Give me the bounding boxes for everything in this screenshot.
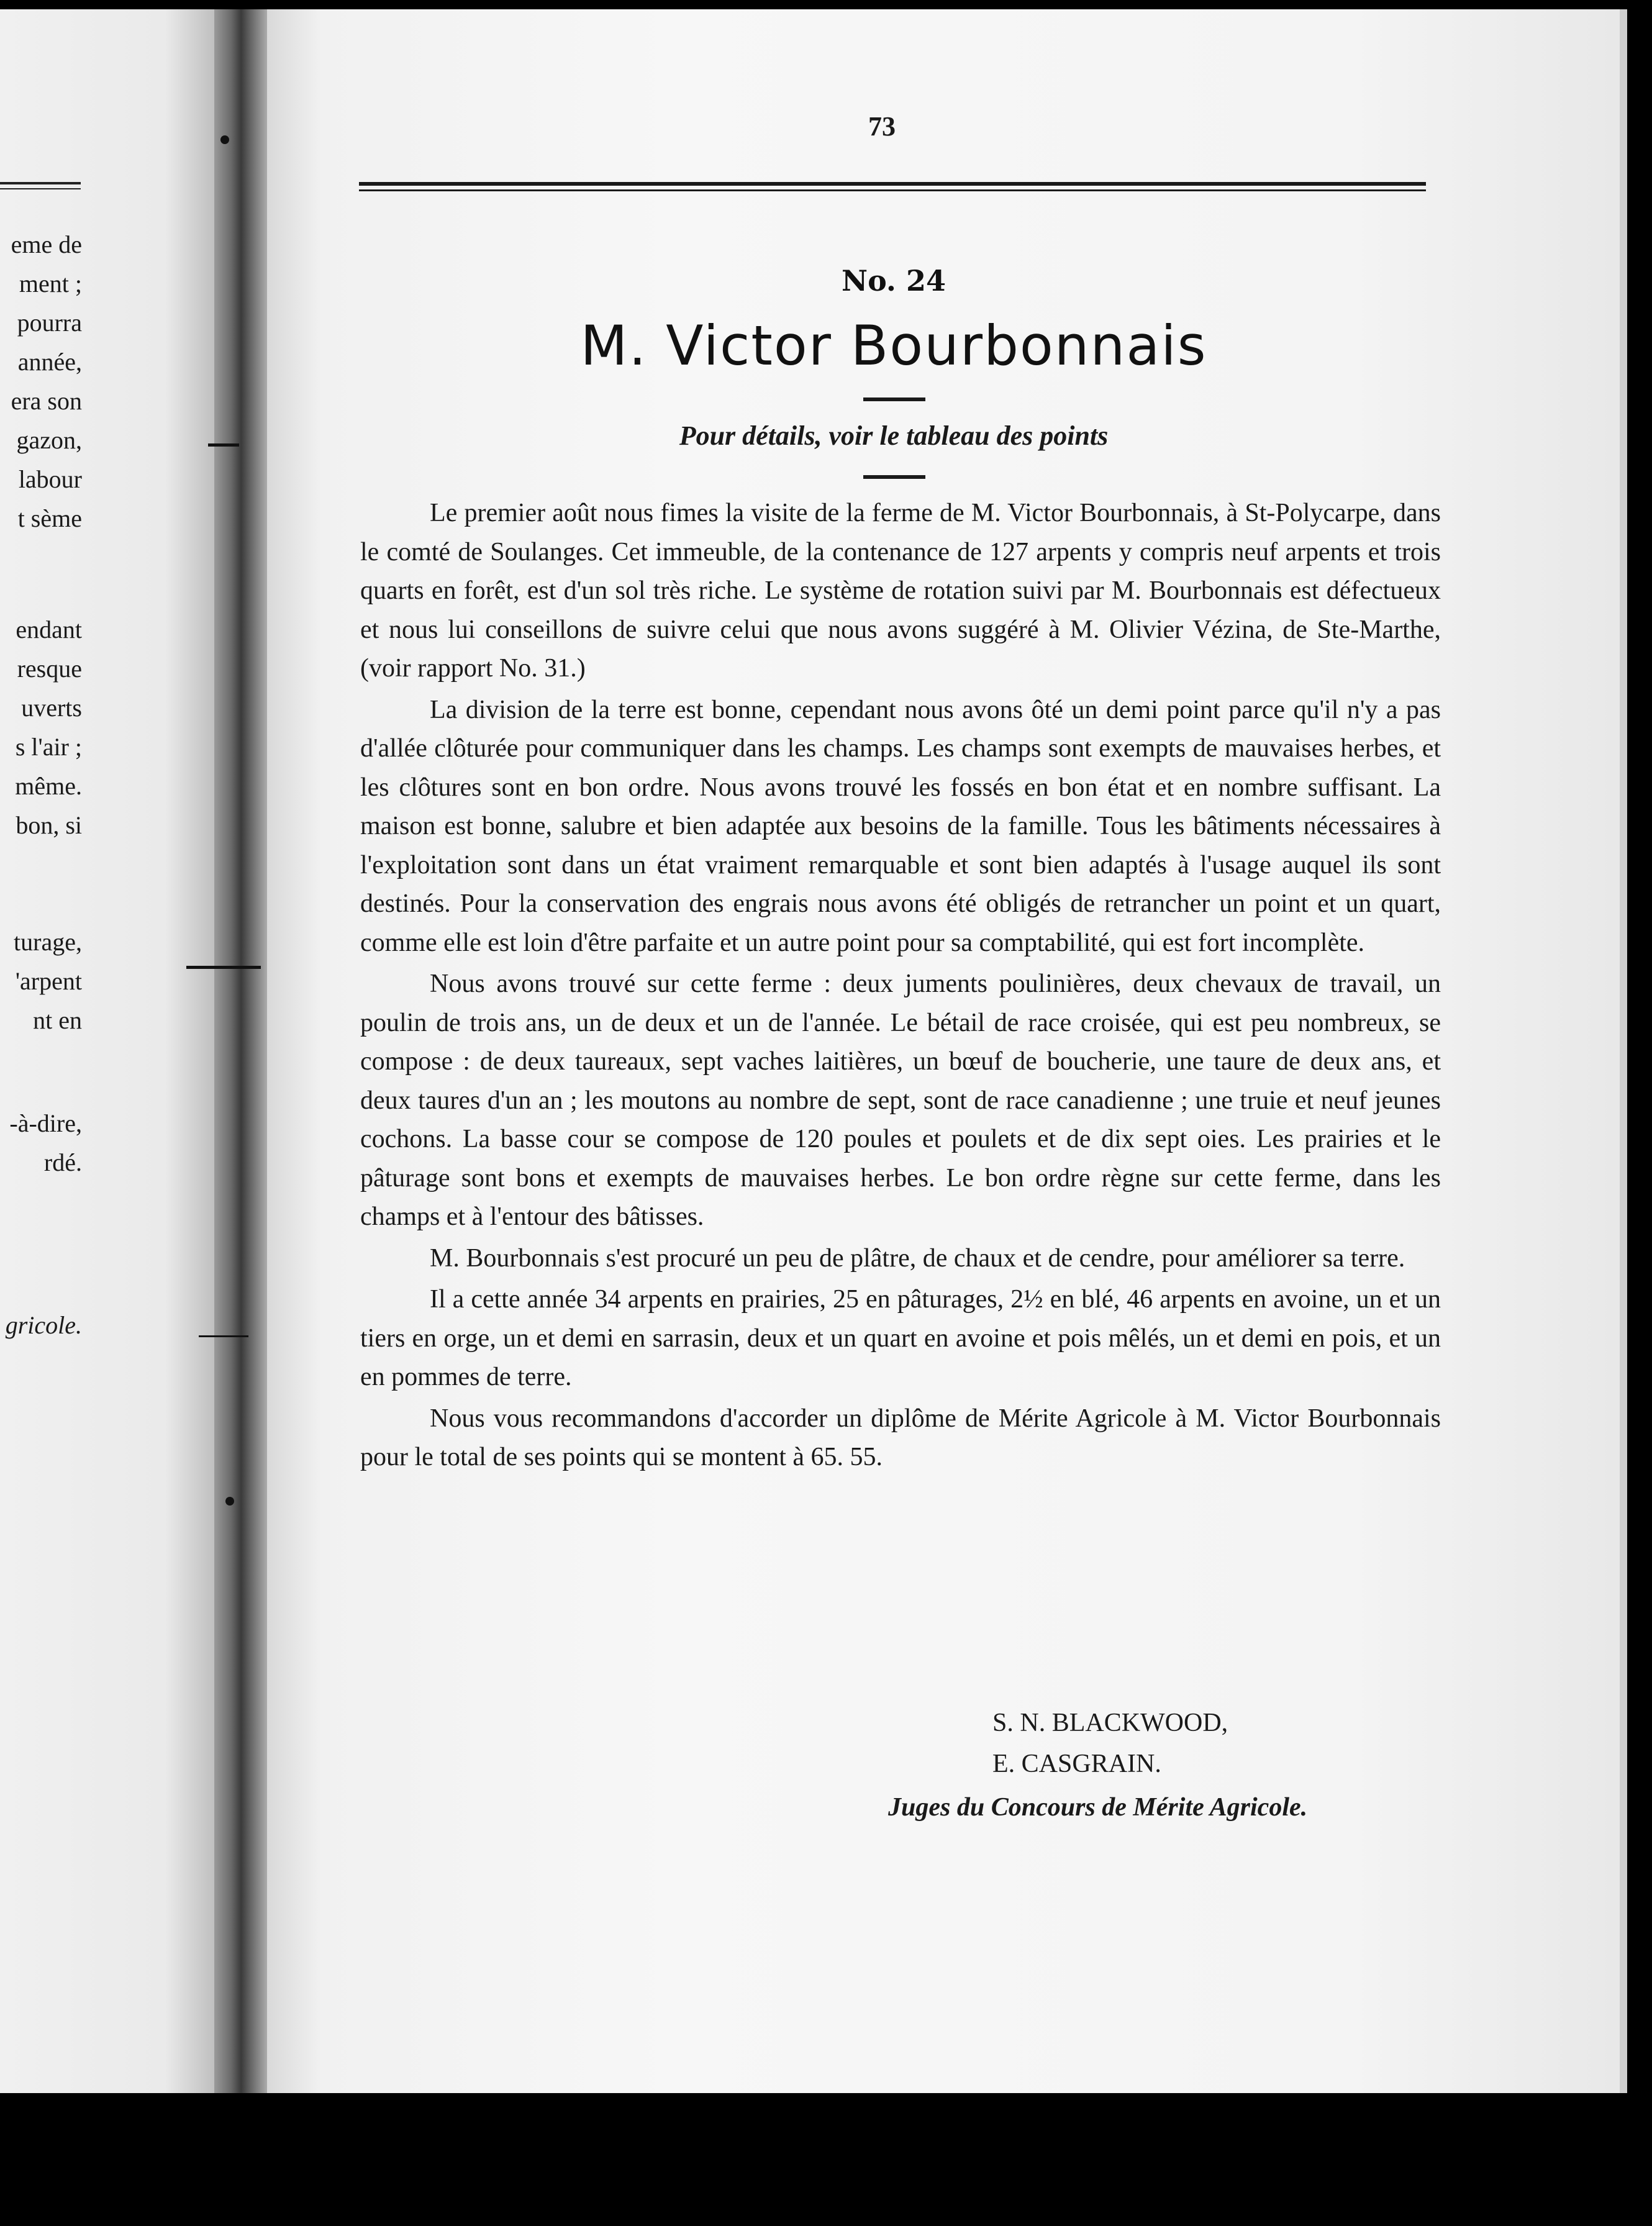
left-fragment: resque [17,655,82,683]
paragraph: Nous avons trouvé sur cette ferme : deux juments poulinières, deux chevaux de travail, un poulin de trois ans, un de deux et un de l'année. Le bétail de race croisée, qui est peu nombreux, se compose : de deux taureaux, sept vaches laitières, un bœuf de boucherie, une taure de deux ans, et deux taures d'un an ; les moutons au nombre de sept, sont de race canadienne ; une truie et neuf jeunes cochons. La basse cour se compose de 120 poules et poulets et de dix sept oies. Les prairies et le pâturage sont bons et exempts de mauvaises herbes. Le bon ordre règne sur cette ferme, dans les champs et à l'entour des bâtisses. [360,970,1441,1231]
left-fragment: ment ; [19,270,82,298]
left-fragment: era son [11,387,82,415]
paragraph: M. Bourbonnais s'est procuré un peu de plâtre, de chaux et de cendre, pour améliorer sa terre. [430,1243,1405,1273]
left-fragment: -à-dire, [9,1109,82,1137]
left-fragment: même. [15,772,82,800]
binding-stitch-mark [199,1335,248,1337]
left-fragment: rdé. [43,1148,82,1176]
signatory-name: E. CASGRAIN. [992,1750,1161,1778]
left-fragment: gazon, [16,426,82,454]
binding-stitch-mark [220,135,229,144]
signatory-name: S. N. BLACKWOOD, [992,1709,1228,1737]
header-rule-thin [359,189,1426,191]
left-fragment: endant [16,616,82,643]
paragraph: Nous vous recommandons d'accorder un diplôme de Mérite Agricole à M. Victor Bourbonnais pour le total de ses points qui se montent à 65. 55. [360,1404,1441,1471]
page-number: 73 [868,111,896,142]
page-title: M. Victor Bourbonnais [580,314,1207,378]
subtitle: Pour détails, voir le tableau des points [679,420,1109,451]
paragraph: La division de la terre est bonne, cependant nous avons ôté un demi point parce qu'il n'y a pas d'allée clôturée pour communiquer dans les champs. Les champs sont exempts de mauvaises herbes, et les clôtures sont en bon ordre. Nous avons trouvé les fossés en bon état et en nombre suffisant. La maison est bonne, salubre et bien adaptée aux besoins de la famille. Tous les bâtiments nécessaires à l'exploitation sont dans un état vraiment remarquable et sont bien adaptés à l'usage auquel ils sont destinés. Pour la conservation des engrais nous avons été obligés de retrancher un point et un quart, comme elle est loin d'être parfaite et un autre point pour sa comptabilité, qui est fort incomplète. [360,695,1441,957]
left-fragment: nt en [33,1006,82,1034]
signature-title: Juges du Concours de Mérite Agricole. [888,1793,1308,1822]
paragraph: Il a cette année 34 arpents en prairies, 25 en pâturages, 2½ en blé, 46 arpents en avoine, un et un tiers en orge, un et demi en sarrasin, deux et un quart en avoine et pois mêlés, un et demi en pois, et un en pommes de terre. [360,1285,1441,1391]
left-fragment: turage, [14,928,82,956]
left-fragment: eme de [11,230,82,258]
entry-number: No. 24 [842,264,946,298]
left-fragment: pourra [17,309,82,337]
report-body [360,494,1441,1479]
left-fragment: s l'air ; [15,733,82,761]
left-fragment: labour [18,465,82,493]
left-fragment: année, [17,348,82,376]
binding-stitch-mark [186,966,261,969]
header-rule-thick [359,182,1426,186]
binding-stitch-mark [225,1497,234,1506]
subtitle-divider [863,475,925,479]
paragraph: Le premier août nous fimes la visite de la ferme de M. Victor Bourbonnais, à St-Polycarpe, dans le comté de Soulanges. Cet immeuble, de la contenance de 127 arpents y compris neuf arpents et trois quarts en forêt, est d'un sol très riche. Le système de rotation suivi par M. Bourbonnais est défectueux et nous lui conseillons de suivre celui que nous avons suggéré à M. Olivier Vézina, de Ste-Marthe, (voir rapport No. 31.) [360,499,1441,683]
left-fragment: 'arpent [15,967,82,995]
left-fragment: bon, si [16,811,82,839]
left-fragment: gricole. [5,1311,82,1339]
left-fragment: t sème [17,504,82,532]
left-fragment: uverts [21,694,82,722]
title-divider [863,398,925,401]
